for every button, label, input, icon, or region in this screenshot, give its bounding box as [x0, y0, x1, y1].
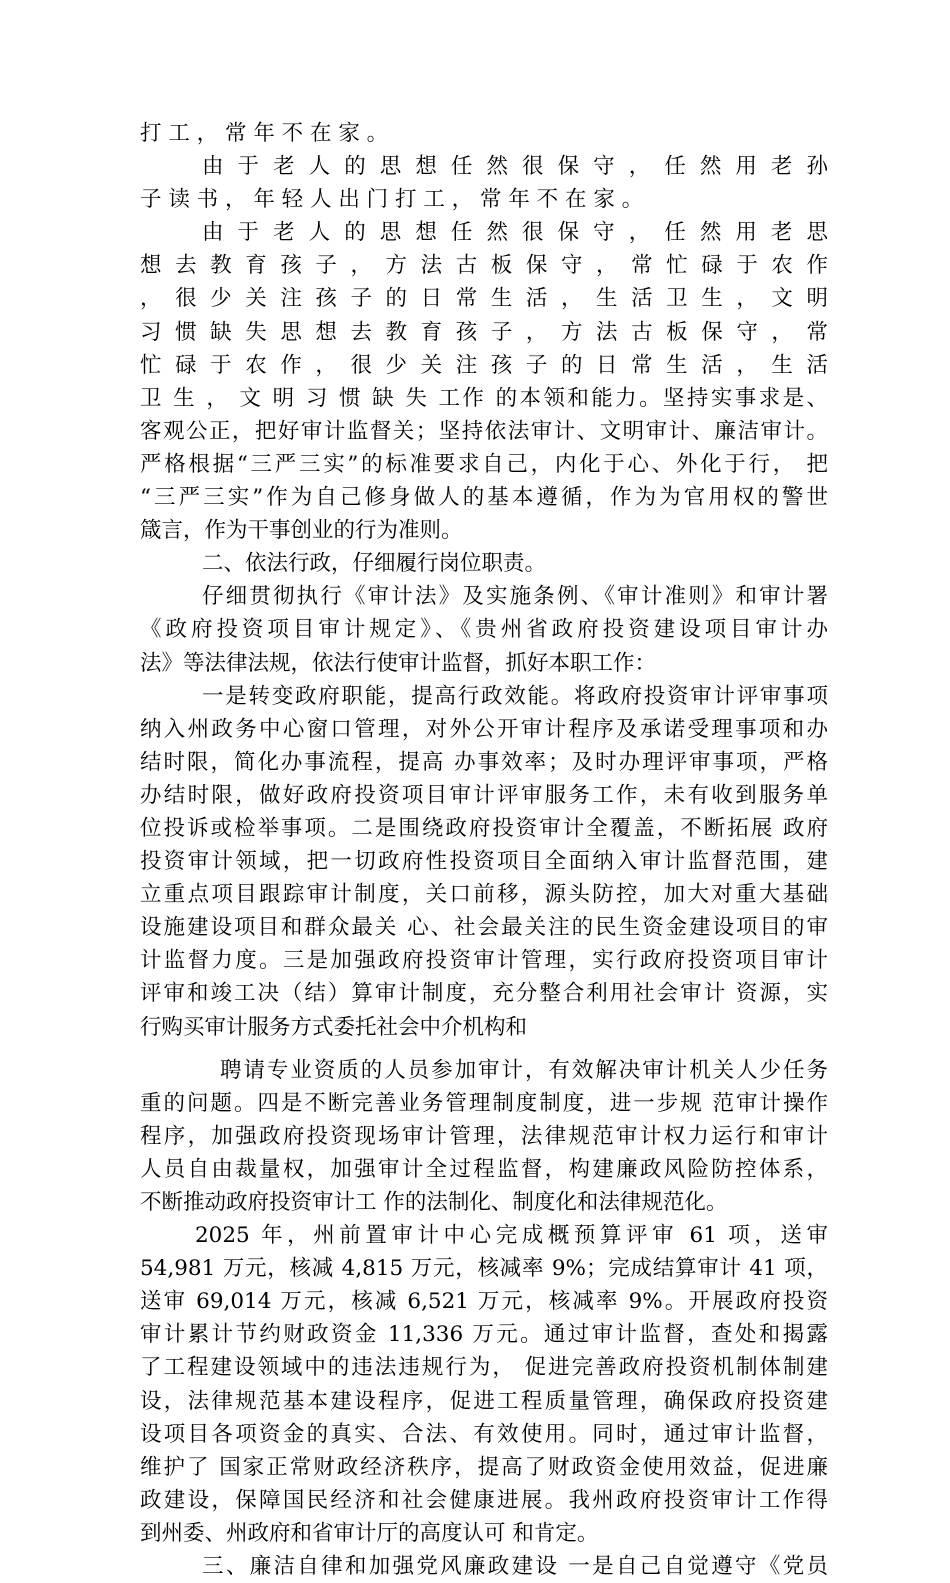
text-line: 二、依法行政，仔细履行岗位职责。 — [202, 551, 547, 577]
text-line: 习 惯 缺 失 思 想 去 教 育 孩 子 ， 方 法 古 板 保 守 ， 常 — [140, 319, 828, 345]
text-line: 政建设，保障国民经济和社会健康进展。我州政府投资审计工作得 — [140, 1487, 828, 1513]
text-line: 程序，加强政府投资现场审计管理，法律规范审计权力运行和审计 — [140, 1123, 828, 1149]
text-line: 法》等法律法规，依法行使审计监督，抓好本职工作： — [140, 650, 657, 676]
paragraph-gap — [140, 1044, 828, 1054]
text-line: 维护了 国家正常财政经济秩序，提高了财政资金使用效益，促进廉 — [140, 1454, 828, 1480]
text-line: 计监督力度。三是加强政府投资审计管理，实行政府投资项目审计 — [140, 948, 828, 974]
text-line: 到州委、州政府和省审计厅的高度认可 和肯定。 — [140, 1520, 599, 1546]
text-line: 结时限，简化办事流程，提高 办事效率；及时办理评审事项，严格 — [140, 749, 828, 775]
text-line: 人员自由裁量权，加强审计全过程监督，构建廉政风险防控体系， — [140, 1156, 828, 1182]
text-line: 箴言，作为干事创业的行为准则。 — [140, 518, 463, 544]
text-line: 审计累计节约财政资金 11,336 万元。通过审计监督，查处和揭露 — [140, 1322, 828, 1348]
text-line: ， 很 少 关 注 孩 子 的 日 常 生 活 ， 生 活 卫 生 ， 文 明 — [140, 286, 828, 312]
text-line: 设，法律规范基本建设程序，促进工程质量管理，确保政府投资建 — [140, 1388, 828, 1414]
text-line: 忙 碌 于 农 作 ， 很 少 关 注 孩 子 的 日 常 生 活 ， 生 活 — [140, 352, 828, 378]
text-line: “三严三实”作为自己修身做人的基本遵循，作为为官用权的警世 — [140, 485, 828, 511]
text-line: 想 去 教 育 孩 子 ， 方 法 古 板 保 守 ， 常 忙 碌 于 农 作 — [140, 253, 828, 279]
text-line: 立重点项目跟踪审计制度，关口前移，源头防控，加大对重大基础 — [140, 882, 828, 908]
text-line: 评审和竣工决（结）算审计制度，充分整合利用社会审计 资源，实 — [140, 981, 828, 1007]
text-line: 打 工 ， 常 年 不 在 家 。 — [140, 121, 389, 146]
text-line: 聘请专业资质的人员参加审计，有效解决审计机关人少任务 — [220, 1057, 828, 1083]
text-line: 重的问题。四是不断完善业务管理制度制度，进一步规 范审计操作 — [140, 1090, 828, 1116]
text-line: 客观公正，把好审计监督关；坚持依法审计、文明审计、廉洁审计。 — [140, 418, 828, 444]
text-line: 严格根据“三严三实”的标准要求自己，内化于心、外化于行， 把 — [140, 451, 828, 477]
text-line: 卫 生 ， 文 明 习 惯 缺 失 工作 的本领和能力。坚持实事求是、 — [140, 385, 828, 411]
text-line: 行购买审计服务方式委托社会中介机构和 — [140, 1014, 528, 1040]
text-line: 2025 年，州前置审计中心完成概预算评审 61 项，送审 — [195, 1223, 828, 1249]
text-line: 送审 69,014 万元，核减 6,521 万元，核减率 9%。开展政府投资 — [140, 1289, 828, 1315]
text-line: 由 于 老 人 的 思 想 任 然 很 保 守 ， 任 然 用 老 思 — [202, 220, 828, 246]
text-line: 不断推动政府投资审计工 作的法制化、制度化和法律规范化。 — [140, 1190, 728, 1215]
text-line: 投资审计领域，把一切政府性投资项目全面纳入审计监督范围，建 — [140, 849, 828, 875]
text-line: 《政府投资项目审计规定》、《贵州省政府投资建设项目审计办 — [140, 617, 828, 643]
text-line: 纳入州政务中心窗口管理，对外公开审计程序及承诺受理事项和办 — [140, 716, 828, 742]
text-line: 位投诉或检举事项。二是围绕政府投资审计全覆盖，不断拓展 政府 — [140, 815, 828, 841]
text-line: 三、廉洁自律和加强党风廉政建设 一是自己自觉遵守《党员 — [202, 1554, 828, 1580]
text-line: 办结时限，做好政府投资项目审计评审服务工作，未有收到服务单 — [140, 782, 828, 808]
text-line: 子 读 书 ， 年 轻 人 出 门 打 工 ， 常 年 不 在 家 。 — [140, 187, 644, 213]
text-line: 仔细贯彻执行《审计法》及实施条例、《审计准则》和审计署 — [202, 584, 828, 610]
text-line: 了工程建设领域中的违法违规行为， 促进完善政府投资机制体制建 — [140, 1355, 828, 1381]
text-line: 由 于 老 人 的 思 想 任 然 很 保 守 ， 任 然 用 老 孙 — [202, 154, 828, 180]
text-line: 设项目各项资金的真实、合法、有效使用。同时，通过审计监督， — [140, 1421, 828, 1447]
body-text — [140, 117, 828, 1583]
text-line: 一是转变政府职能，提高行政效能。将政府投资审计评审事项 — [202, 683, 828, 709]
text-line: 设施建设项目和群众最关 心、社会最关注的民生资金建设项目的审 — [140, 915, 828, 941]
text-line: 54,981 万元，核减 4,815 万元，核减率 9%；完成结算审计 41 项， — [140, 1256, 828, 1282]
